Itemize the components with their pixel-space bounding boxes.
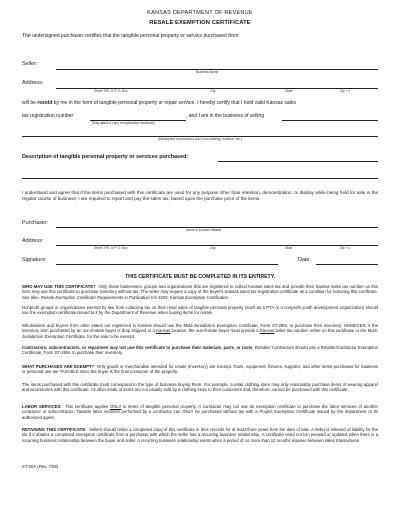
description-heading: Description of tangible personal property or services purchased: [22, 154, 189, 160]
purchaser-zip-caption: Zip + 4 [340, 246, 350, 250]
business-selling-line [282, 120, 378, 121]
form-number: ST-28A (Rev. 7/08) [22, 464, 59, 469]
purchaser-address-field[interactable] [56, 238, 378, 245]
labor-paragraph: LABOR SERVICES. This certificate applies ONLY to items of tangible personal property. A contractor may not use an exemption certificate to purchase the labor services of another contractor or subcontractor. Taxable labor services performed by a contractor can ONLY be purchased without tax with a Project Exemption Certificate issued by the department or its authorized agent. [22, 404, 378, 420]
description-line-1 [218, 161, 378, 162]
business-of-selling-text: , and I am in the business of selling [186, 113, 265, 119]
who-paragraph-2: Nonprofit groups or organizations exempt by law from collecting tax on their retail sales of tangible personal property (such as a PTA or a nonprofit youth development organization) should use the exemption certificate issued to it by the Department of Revenue when buying items for resale. [22, 305, 378, 316]
date-field[interactable] [316, 257, 378, 264]
agency-name: KANSAS DEPARTMENT OF REVENUE [147, 10, 253, 16]
signature-line [56, 264, 278, 265]
tax-registration-field[interactable] [90, 113, 186, 120]
date-label: Date: [298, 257, 311, 263]
seller-street-caption: Street, RR, or P. O. Box [94, 89, 128, 93]
seller-label: Seller: [22, 61, 38, 67]
purchaser-address-label: Address: [22, 238, 44, 244]
date-line [316, 264, 378, 265]
seller-name-field[interactable] [56, 61, 378, 68]
description-line-2 [22, 178, 378, 179]
seller-address-label: Address: [22, 80, 44, 86]
who-paragraph-4: Contractors, subcontractors, or repairmen may not use this certificate to purchase their materials, parts, or tools. Retailer/ Contractors should use a Retailer/Contractor Exemption Certificate, Form ST-28W, to purchase their inventory. [22, 345, 379, 356]
purchaser-street-caption: Street, RR, or P. O. Box [94, 246, 128, 250]
who-paragraph-3: Wholesalers and buyers from other states not registered in Kansas should use the Multi-Jurisdiction Exemption Certificate, Form ST-28M, to purchase their inventory. HOWEVER, if the inventory item purchased by an out-of-state buyer is drop shipped to a Kansas location, the out-of-state buyer must provide a Kansas sales tax number, either on this certificate or the Multi-Jurisdiction Exemption Certificate, for the sale to be exempt. [22, 323, 378, 339]
who-paragraph-1: WHO MAY USE THIS CERTIFICATE? Only those businesses, groups and organizations that are registered to collect Kansas sales tax and provide their Kansas sales tax number on this form may use this certificate to purchase inventory without tax. The seller may require a copy of the buyer's Kansas sales tax registration certificate as a condition for honoring this certificate. See also, Resale Exemption Certificate Requirements in Publication KS-1520, Kansas Exemption Certificates. [22, 284, 378, 300]
signature-label: Signature: [22, 257, 47, 263]
product-description-caption: (Description of product(s) sold, food clothing, furniture, etc.) [158, 137, 242, 141]
completion-notice: THIS CERTIFICATE MUST BE COMPLETED IN ITS ENTIRETY. [124, 274, 276, 280]
purchaser-name-field[interactable] [56, 220, 378, 227]
seller-city-caption: City [210, 89, 216, 93]
seller-address-field[interactable] [56, 80, 378, 87]
tax-registration-caption: (May attach a copy of registration certificate) [92, 121, 155, 125]
what-paragraph-2: The items purchased with this certificate must correspond to the type of business buying them. For example, a retail clothing store may only reasonably purchase items of wearing apparel and accessories with this certificate. All other kinds of items are not usually sold by a clothing store to their customers and, therefore, cannot be purchased with this certificate. [22, 382, 378, 393]
signature-field[interactable] [56, 257, 278, 264]
certificate-title: RESALE EXEMPTION CERTIFICATE [149, 20, 251, 26]
retailer-caption: Name of Kansas Retailer [186, 228, 222, 232]
tax-registration-label: tax registration number [22, 113, 74, 119]
seller-state-caption: State [285, 89, 293, 93]
description-field[interactable] [218, 154, 378, 161]
purchaser-city-caption: City [210, 246, 216, 250]
intro-text: The undersigned purchaser certifies that the tangible personal property or service purchased from: [22, 33, 240, 39]
purchaser-label: Purchaser: [22, 220, 49, 226]
purchaser-state-caption: State [285, 246, 293, 250]
what-paragraph-1: WHAT PURCHASES ARE EXEMPT? Only goods or merchandise intended for resale (inventory) are exempt. Tools, equipment, fixtures, supplies, and other items purchased for business or personal use are TAXABLE since the buyer is the final consumer of the property. [22, 364, 378, 375]
resold-statement: will be resold by me in the form of tangible personal property or repair service. I hereby certify that I hold valid Kansas sales [22, 100, 297, 106]
agreement-text: I understand and agree that if the items purchased with this certificate are used for any purpose other than retention, demonstration, or display while being held for sale in the regular course of business, I am required to report and pay the sales tax, based upon the purchase price of the items. [22, 190, 378, 202]
seller-zip-caption: Zip + 4 [340, 89, 350, 93]
business-selling-field[interactable] [282, 113, 378, 120]
retaining-paragraph: RETAINING THIS CERTIFICATE: Sellers should retain a completed copy of this certificate in their records for at least three years from the date of sale. A seller is relieved of liability for the tax if it obtains a completed exemption certificate from a purchaser with which the seller has a recurring business relationship. A certificate need not be renewed or updated when there is a recurring business relationship between the buyer and seller. A recurring business relationship exists when a period of no more than 12 months elapses between sales transactions. [22, 427, 378, 443]
business-name-caption: Business Name [196, 70, 219, 74]
